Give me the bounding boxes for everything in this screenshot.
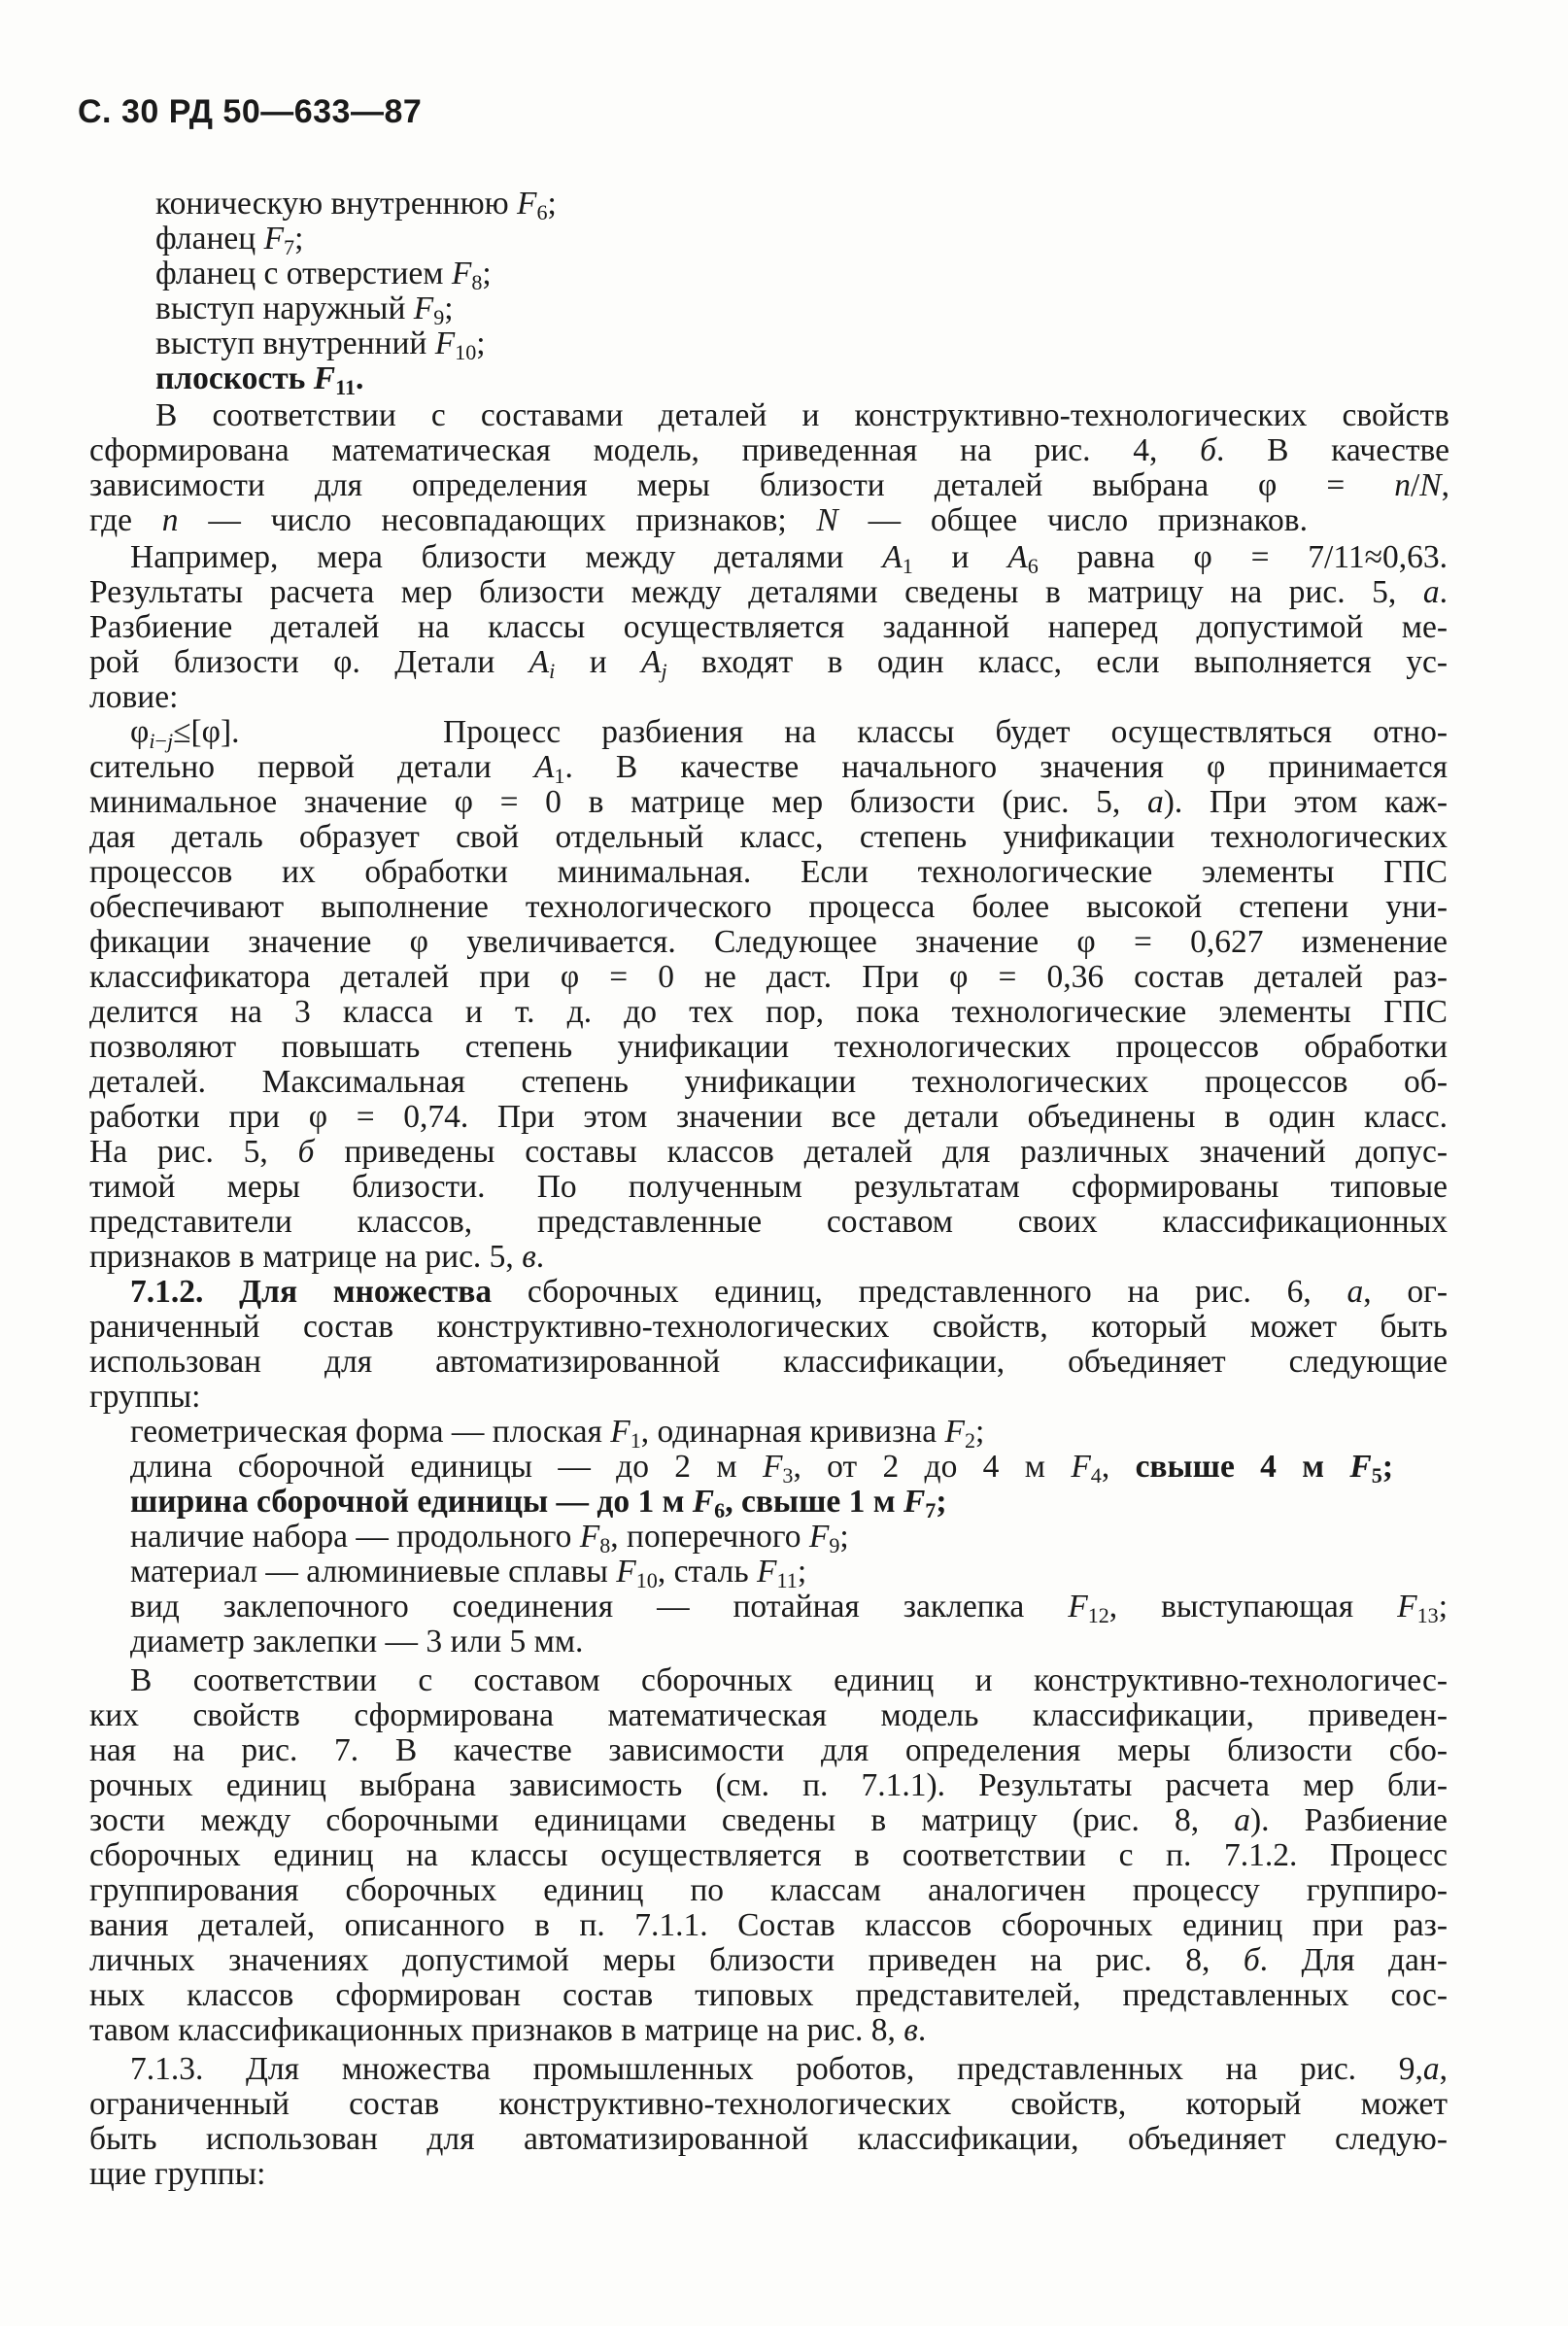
list-item: длина сборочной единицы — до 2 м $F_3$, от 2 до 4 м $F_4$, свыше 4 м $F_5$;	[130, 1449, 1393, 1488]
text-line: использован для автоматизированной классификации, объединяет следующие	[89, 1344, 1448, 1380]
text-line: личных значениях допустимой меры близости приведен на рис. 8, б. Для дан-	[89, 1942, 1448, 1978]
text-line: щие группы:	[89, 2156, 266, 2192]
text-line: тавом классификационных признаков в матрице на рис. 8, в.	[89, 2012, 927, 2048]
text-line: ких свойств сформирована математическая модель классификации, приведен-	[89, 1697, 1448, 1733]
text-line: классификатора деталей при φ = 0 не даст. При φ = 0,36 состав деталей раз-	[89, 959, 1448, 995]
text-line: дая деталь образует свой отдельный класс, степень унификации технологических	[89, 819, 1448, 855]
text-line: 7.1.2. Для множества сборочных единиц, представленного на рис. 6, а, ог-	[130, 1274, 1448, 1310]
text-line: выступ наружный $F_9$;	[155, 291, 454, 330]
text-line: рочных единиц выбрана зависимость (см. п. 7.1.1). Результаты расчета мер бли-	[89, 1767, 1448, 1803]
text-line: фланец с отверстием $F_8$;	[155, 256, 492, 295]
text-line: На рис. 5, б приведены составы классов деталей для различных значений допус-	[89, 1134, 1449, 1170]
list-item: ширина сборочной единицы — до 1 м $F_6$, свыше 1 м $F_7$;	[130, 1484, 947, 1523]
text-line: сительно первой детали $A_1$. В качестве начального значения φ принимается	[89, 749, 1448, 789]
list-item: вид заклепочного соединения — потайная заклепка $F_{12}$, выступающая $F_{13}$;	[130, 1589, 1448, 1628]
text-line: В соответствии с составом сборочных единиц и конструктивно-технологичес-	[130, 1662, 1448, 1698]
text-line: где n — число несовпадающих признаков; N — общее число признаков.	[89, 502, 1308, 538]
text-line: представители классов, представленные составом своих классификационных	[89, 1204, 1448, 1240]
text-line: ных классов сформирован состав типовых представителей, представленных сос-	[89, 1977, 1448, 2013]
text-line: деталей. Максимальная степень унификации технологических процессов об-	[89, 1064, 1448, 1100]
text-line: группирования сборочных единиц по классам аналогичен процессу группиро-	[89, 1872, 1448, 1908]
text-line: делится на 3 класса и т. д. до тех пор, пока технологические элементы ГПС	[89, 994, 1448, 1030]
list-item: наличие набора — продольного $F_8$, поперечного $F_9$;	[130, 1519, 849, 1558]
text-line: вания деталей, описанного в п. 7.1.1. Состав классов сборочных единиц при раз-	[89, 1907, 1448, 1943]
text-line: процессов их обработки минимальная. Если технологические элементы ГПС	[89, 854, 1448, 890]
text-line: Процесс разбиения на классы будет осуществляться отно-	[443, 714, 1448, 750]
text-line: быть использован для автоматизированной классификации, объединяет следую-	[89, 2121, 1448, 2157]
text-line: тимой меры близости. По полученным результатам сформированы типовые	[89, 1169, 1448, 1205]
text-line: фикации значение φ увеличивается. Следующее значение φ = 0,627 изменение	[89, 924, 1448, 960]
text-line: раниченный состав конструктивно-технологических свойств, который может быть	[89, 1309, 1448, 1345]
text-line: позволяют повышать степень унификации технологических процессов обработки	[89, 1029, 1448, 1065]
list-item: геометрическая форма — плоская $F_1$, одинарная кривизна $F_2$;	[130, 1414, 985, 1454]
text-line: обеспечивают выполнение технологического процесса более высокой степени уни-	[89, 889, 1448, 925]
text-line: сборочных единиц на классы осуществляется в соответствии с п. 7.1.2. Процесс	[89, 1837, 1448, 1873]
text-line: зости между сборочными единицами сведены в матрицу (рис. 8, а). Разбиение	[89, 1802, 1448, 1838]
text-line: Результаты расчета мер близости между деталями сведены в матрицу на рис. 5, а.	[89, 574, 1448, 610]
text-line: ная на рис. 7. В качестве зависимости для определения меры близости сбо-	[89, 1732, 1448, 1768]
page-header: С. 30 РД 50—633—87	[78, 93, 423, 130]
text-line: В соответствии с составами деталей и конструктивно-технологических свойств	[155, 397, 1449, 433]
text-line: ловие:	[89, 679, 179, 715]
text-line: выступ внутренний $F_{10}$;	[155, 325, 486, 365]
text-line: зависимости для определения меры близости деталей выбрана φ = n/N,	[89, 467, 1449, 503]
formula: $\varphi_{i-j}\le[\varphi]$.	[130, 714, 240, 754]
text-line: Разбиение деталей на классы осуществляется заданной наперед допустимой ме-	[89, 609, 1448, 645]
list-item: материал — алюминиевые сплавы $F_{10}$, сталь $F_{11}$;	[130, 1554, 807, 1593]
text-line: коническую внутреннюю $F_6$;	[155, 186, 557, 225]
text-line: фланец $F_7$;	[155, 221, 304, 260]
text-line: ограниченный состав конструктивно-технологических свойств, который может	[89, 2086, 1448, 2122]
text-line: минимальное значение φ = 0 в матрице мер близости (рис. 5, а). При этом каж-	[89, 784, 1449, 820]
text-line: сформирована математическая модель, приведенная на рис. 4, б. В качестве	[89, 432, 1449, 468]
text-line: 7.1.3. Для множества промышленных роботов, представленных на рис. 9,а,	[130, 2051, 1448, 2087]
text-line: рой близости φ. Детали $A_i$ и $A_j$ входят в один класс, если выполняется ус-	[89, 644, 1448, 684]
text-line: работки при φ = 0,74. При этом значении все детали объединены в один класс.	[89, 1099, 1448, 1135]
text-line: Например, мера близости между деталями $A_1$ и $A_6$ равна φ = 7/11≈0,63.	[130, 539, 1448, 579]
text-line: группы:	[89, 1379, 201, 1415]
list-item: диаметр заклепки — 3 или 5 мм.	[130, 1624, 584, 1659]
text-line: признаков в матрице на рис. 5, в.	[89, 1239, 545, 1275]
text-line: плоскость $F_{11}$.	[155, 360, 364, 400]
